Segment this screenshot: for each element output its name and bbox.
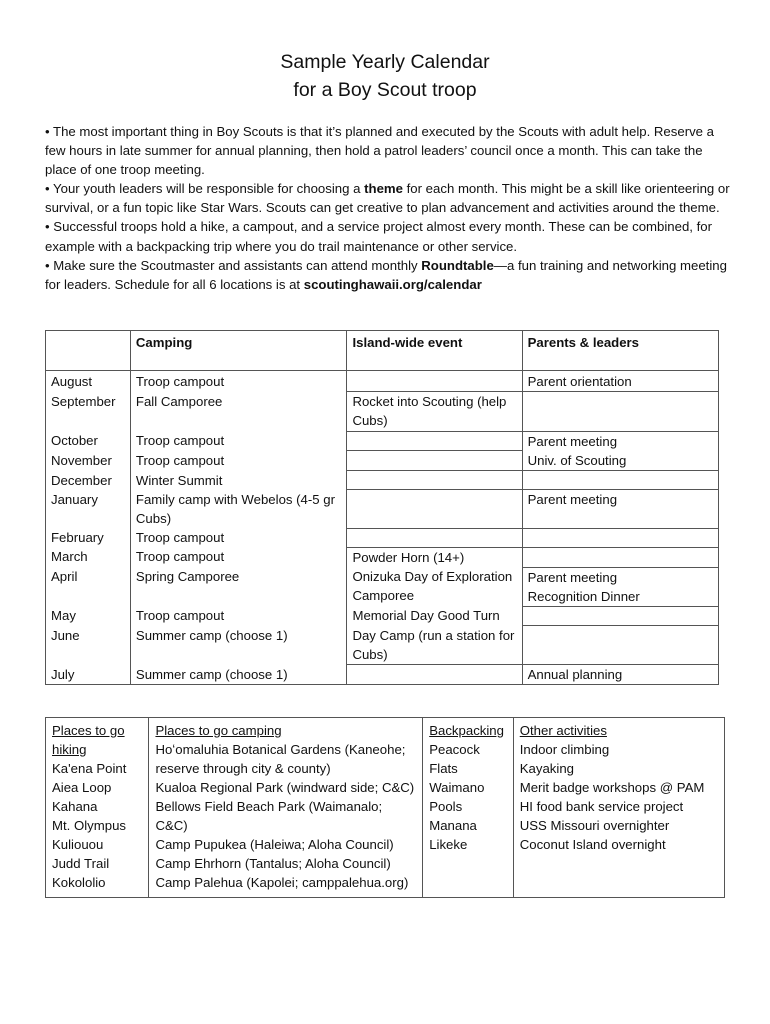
parents-cell — [522, 626, 718, 665]
table-row — [46, 431, 719, 451]
list-item: Mt. Olympus — [52, 818, 127, 833]
list-item: Kayaking — [519, 761, 574, 776]
list-item: Camp Palehua (Kapolei; camppalehua.org) — [155, 875, 409, 890]
intro-bullet-theme: • Your youth leaders will be responsible for choosing a theme for each month. This might be a skill like orienteering or survival, or a fun topic like Star Wars. Scouts can get creative to plan advancement and activities around the theme. — [45, 181, 730, 216]
camping-cell: Troop campout — [130, 451, 347, 471]
list-item: Camp Ehrhorn (Tantalus; Aloha Council) — [155, 856, 391, 871]
parents-cell — [522, 606, 718, 625]
table-row — [46, 606, 719, 625]
list-item: Kahana — [52, 799, 98, 814]
month-cell: September — [46, 392, 131, 431]
document-title — [0, 48, 770, 104]
list-item: Bellows Field Beach Park (Waimanalo; C&C) — [155, 799, 383, 833]
calendar-header-row — [46, 331, 719, 371]
camping-cell: Troop campout — [130, 547, 347, 567]
hiking-heading: Places to go hiking — [52, 723, 125, 757]
camping-cell: Summer camp (choose 1) — [130, 665, 347, 685]
list-item: Hoʻomaluhia Botanical Gardens (Kaneohe; reserve through city & county) — [155, 742, 406, 776]
parents-cell: Univ. of Scouting — [522, 451, 718, 471]
hiking-column — [46, 718, 149, 898]
camping-cell: Fall Camporee — [130, 392, 347, 431]
parents-cell: Annual planning — [522, 665, 718, 685]
month-cell: October — [46, 431, 131, 451]
month-cell: March — [46, 547, 131, 567]
list-item: Kualoa Regional Park (windward side; C&C) — [155, 780, 415, 795]
header-parents: Parents & leaders — [522, 331, 718, 371]
parents-cell: Parent meeting — [522, 490, 718, 528]
camping-cell: Troop campout — [130, 528, 347, 547]
month-cell: February — [46, 528, 131, 547]
list-item: Indoor climbing — [519, 742, 610, 757]
camping-cell: Troop campout — [130, 431, 347, 451]
list-item: Coconut Island overnight — [519, 837, 666, 852]
intro-bullet-monthly: • Successful troops hold a hike, a campout, and a service project almost every month. These can be combined, for example with a backpacking trip where you do trail maintenance or other service. — [45, 219, 713, 254]
title-line-1: Sample Yearly Calendar — [280, 51, 490, 73]
intro-bullet-roundtable: • Make sure the Scoutmaster and assistants can attend monthly Roundtable—a fun training and networking meeting for leaders. Schedule for all 6 locations is at scoutinghawaii.org/calendar — [45, 257, 727, 292]
calendar-link[interactable]: scoutinghawaii.org/calendar — [303, 276, 482, 292]
table-row — [46, 567, 719, 606]
intro-bullet-planning: • The most important thing in Boy Scouts is that it’s planned and executed by the Scouts with adult help. Reserve a few hours in late summer for annual planning, then hold a patrol leaders’ council once a month. This can take the place of one troop meeting. — [45, 124, 715, 178]
parents-cell — [522, 392, 718, 431]
backpacking-heading: Backpacking — [429, 723, 504, 738]
theme-bold: theme — [364, 181, 403, 197]
table-row — [46, 371, 719, 392]
places-table — [45, 717, 725, 898]
month-cell: August — [46, 371, 131, 392]
list-item: USS Missouri overnighter — [519, 818, 670, 833]
month-cell: December — [46, 471, 131, 490]
list-item: Kuliouou — [52, 837, 104, 852]
event-cell — [347, 471, 522, 490]
header-camping: Camping — [130, 331, 347, 371]
roundtable-bold: Roundtable — [421, 257, 494, 273]
backpacking-column — [423, 718, 514, 898]
camping-cell: Winter Summit — [130, 471, 347, 490]
list-item: Merit badge workshops @ PAM — [519, 780, 705, 795]
title-line-2: for a Boy Scout troop — [293, 79, 477, 101]
event-cell — [347, 371, 522, 392]
parents-cell: Parent orientation — [522, 371, 718, 392]
header-event: Island-wide event — [347, 331, 522, 371]
table-row — [46, 471, 719, 490]
camping-cell: Summer camp (choose 1) — [130, 626, 347, 665]
parents-cell: Parent meeting — [522, 431, 718, 451]
other-activities-heading: Other activities — [519, 723, 607, 738]
event-cell — [347, 431, 522, 451]
list-item: Manana — [429, 818, 477, 833]
month-cell: April — [46, 567, 131, 606]
parents-cell — [522, 528, 718, 547]
camping-cell: Spring Camporee — [130, 567, 347, 606]
event-cell: Onizuka Day of Exploration Camporee — [347, 567, 522, 606]
event-cell: Memorial Day Good Turn — [347, 606, 522, 625]
event-cell: Day Camp (run a station for Cubs) — [347, 626, 522, 665]
table-row — [46, 528, 719, 547]
camping-cell: Family camp with Webelos (4-5 gr Cubs) — [130, 490, 347, 528]
list-item: Likeke — [429, 837, 468, 852]
list-item: Peacock Flats — [429, 742, 480, 776]
event-cell — [347, 451, 522, 471]
month-cell: January — [46, 490, 131, 528]
table-row — [46, 451, 719, 471]
yearly-calendar-table — [45, 330, 719, 685]
event-cell — [347, 665, 522, 685]
event-cell: Powder Horn (14+) — [347, 547, 522, 567]
camping-heading: Places to go camping — [155, 723, 282, 738]
parents-cell — [522, 471, 718, 490]
list-item: Ka'ena Point — [52, 761, 127, 776]
header-month — [46, 331, 131, 371]
month-cell: June — [46, 626, 131, 665]
intro-bullets — [45, 122, 735, 294]
list-item: Kokololio — [52, 875, 106, 890]
other-activities-column — [513, 718, 724, 898]
month-cell: July — [46, 665, 131, 685]
table-row — [46, 626, 719, 665]
list-item: HI food bank service project — [519, 799, 684, 814]
list-item: Camp Pupukea (Haleiwa; Aloha Council) — [155, 837, 394, 852]
parents-cell: Parent meeting Recognition Dinner — [522, 567, 718, 606]
event-cell: Rocket into Scouting (help Cubs) — [347, 392, 522, 431]
table-row — [46, 490, 719, 528]
table-row — [46, 665, 719, 685]
camping-cell: Troop campout — [130, 371, 347, 392]
month-cell: November — [46, 451, 131, 471]
list-item: Aiea Loop — [52, 780, 112, 795]
camping-cell: Troop campout — [130, 606, 347, 625]
places-row — [46, 718, 725, 898]
list-item: Waimano Pools — [429, 780, 485, 814]
month-cell: May — [46, 606, 131, 625]
event-cell — [347, 528, 522, 547]
camping-column — [149, 718, 423, 898]
list-item: Judd Trail — [52, 856, 110, 871]
table-row — [46, 392, 719, 431]
parents-cell — [522, 547, 718, 567]
event-cell — [347, 490, 522, 528]
table-row — [46, 547, 719, 567]
